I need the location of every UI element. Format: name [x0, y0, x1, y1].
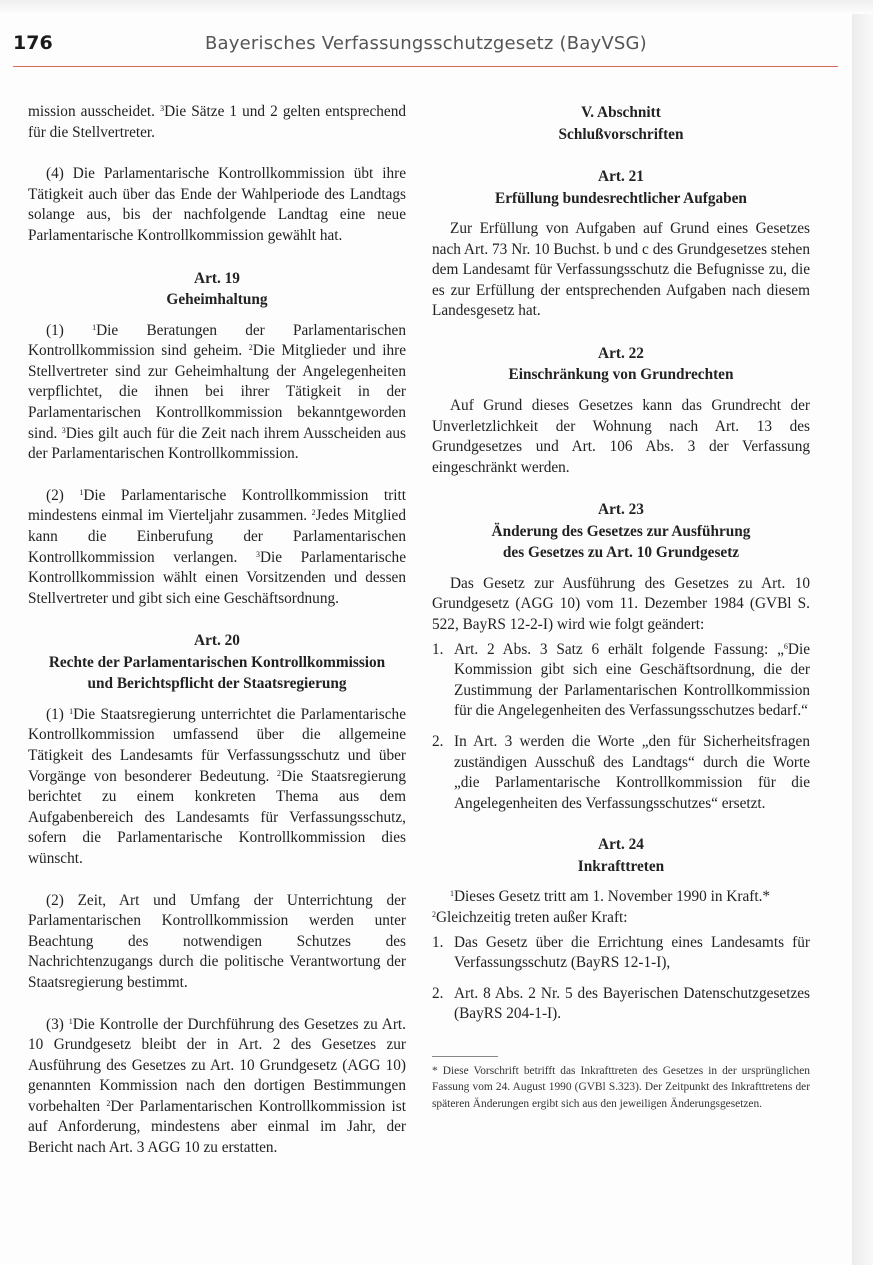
art21-title: Erfüllung bundesrechtlicher Aufgaben [495, 189, 747, 207]
section-subtitle: Schlußvorschriften [558, 125, 684, 143]
page-number: 176 [13, 32, 53, 54]
list-item: 1. Das Gesetz über die Errichtung eines Landesamts für Verfassungsschutz (BayRS 12-1-I), [432, 933, 810, 972]
art23-intro: Das Gesetz zur Ausführung des Gesetzes zu Art. 10 Grundgesetz (AGG 10) vom 11. Dezember 1984 (GVBl S. 522, BayRS 12-2-I) wird wie folgt geändert: [432, 574, 810, 634]
art19-title: Geheimhaltung [166, 291, 268, 309]
header-rule [13, 66, 838, 67]
page-top-shadow [0, 0, 873, 14]
art19-number: Art. 19 [194, 269, 240, 287]
footnote-rule [432, 1056, 498, 1057]
list-item: 1. Art. 2 Abs. 3 Satz 6 erhält folgende Fassung: „$^6$Die Kommission gibt sich eine Geschäftsordnung, die der Zustimmung der Parlamentarischen Kontrollkommission für die Angelegenheiten des Verfassungsschutzes bedarf.“ [432, 640, 810, 720]
art23-title-line2: des Gesetzes zu Art. 10 Grundgesetz [502, 544, 740, 562]
art22-text: Auf Grund dieses Gesetzes kann das Grundrecht der Unverletzlichkeit der Wohnung nach Art. 13 des Grundgesetzes und Art. 106 Abs. 3 der Verfassung eingeschränkt werden. [432, 396, 810, 476]
art24-number: Art. 24 [598, 836, 644, 854]
left-column [28, 102, 406, 1159]
section-title: V. Abschnitt [581, 104, 661, 121]
paragraph-continuation: mission ausscheidet. $^3$Die Sätze 1 und 2 gelten entsprechend für die Stellvertreter. [28, 103, 406, 141]
list-item: 2. Art. 8 Abs. 2 Nr. 5 des Bayerischen Datenschutzgesetzes (BayRS 204-1-I). [432, 984, 810, 1023]
art20-paragraph-1: (1) $^1$Die Staatsregierung unterrichtet die Parlamentarische Kontrollkommission umfassend über die allgemeine Tätigkeit des Landesamts für Verfassungsschutz und über Vorgänge von besonderer Bedeutung. $^2$Die Staatsregierung berichtet zu einem konkreten Thema aus dem Aufgabenbereich des Landesamts für Verfassungsschutz, sofern die Parlamentarische Kontrollkommission dies wünscht. [28, 705, 406, 867]
right-column [432, 102, 810, 1112]
art19-paragraph-2: (2) $^1$Die Parlamentarische Kontrollkommission tritt mindestens einmal im Vierteljahr zusammen. $^2$Jedes Mitglied kann die Einberufung der Parlamentarischen Kontrollkommission verlangen. $^3$Die Parlamentarische Kontrollkommission wählt einen Vorsitzenden und dessen Stellvertreter und gibt sich eine Geschäftsordnung. [28, 486, 406, 607]
paragraph-4: (4) Die Parlamentarische Kontrollkommission übt ihre Tätigkeit auch über das Ende der Wahlperiode des Landtags solange aus, bis der nachfolgende Landtag eine neue Parlamentarische Kontrollkommission gewählt hat. [28, 165, 406, 244]
list-item: 2. In Art. 3 werden die Worte „den für Sicherheitsfragen zuständigen Ausschuß des Landtags“ durch die Worte „die Parlamentarische Kontrollkommission für die Angelegenheiten des Verfassungsschutzes“ ersetzt. [432, 733, 810, 812]
art23-list [432, 640, 810, 815]
art24-title: Inkrafttreten [577, 857, 665, 875]
art21-text: Zur Erfüllung von Aufgaben auf Grund eines Gesetzes nach Art. 73 Nr. 10 Buchst. b und c des Grundgesetzes stehen dem Landesamt für Verfassungsschutz die Befugnisse zu, die es zur Erfüllung der entsprechenden Aufgaben nach diesem Landesgesetz hat. [432, 220, 810, 320]
art20-title-line2: und Berichtspflicht der Staatsregierung [87, 675, 347, 693]
art20-number: Art. 20 [194, 632, 240, 650]
running-title: Bayerisches Verfassungsschutzgesetz (BayVSG) [205, 33, 647, 54]
footnote: * Diese Vorschrift betrifft das Inkrafttreten des Gesetzes in der ursprünglichen Fassung vom 24. August 1990 (GVBl S.323). Der Zeitpunkt des Inkrafttretens der späteren Änderungen ergibt sich aus den jeweiligen Änderungsgesetzen. [432, 1064, 810, 1110]
art20-paragraph-2: (2) Zeit, Art und Umfang der Unterrichtung der Parlamentarischen Kontrollkommission werden unter Beachtung des notwendigen Schutzes des Nachrichtenzugangs durch die politische Verantwortung der Staatsregierung bestimmt. [28, 891, 406, 991]
art24-intro: $^1$Dieses Gesetz tritt am 1. November 1990 in Kraft.* $^2$Gleichzeitig treten außer Kraft: [432, 888, 771, 926]
art20-title-line1: Rechte der Parlamentarischen Kontrollkommission [48, 653, 386, 671]
art20-paragraph-3: (3) $^1$Die Kontrolle der Durchführung des Gesetzes zu Art. 10 Grundgesetz bleibt der in Art. 2 des Gesetzes zur Ausführung des Gesetzes zu Art. 10 Grundgesetz (AGG 10) genannten Kommission nach den dortigen Bestimmungen vorbehalten $^2$Der Parlamentarischen Kontrollkommission ist auf Anforderung, mindestens aber einmal im Jahr, der Bericht nach Art. 3 AGG 10 zu erstatten. [28, 1015, 407, 1157]
art19-paragraph-1: (1) $^1$Die Beratungen der Parlamentarischen Kontrollkommission sind geheim. $^2$Die Mitglieder und ihre Stellvertreter sind zur Geheimhaltung der Angelegenheiten verpflichtet, die ihnen bei ihrer Tätigkeit in der Parlamentarischen Kontrollkommission bekanntgeworden sind. $^3$Dies gilt auch für die Zeit nach ihrem Ausscheiden aus der Parlamentarischen Kontrollkommission. [28, 321, 406, 463]
art22-title: Einschränkung von Grundrechten [508, 366, 734, 384]
art22-number: Art. 22 [598, 344, 644, 362]
page-edge-shadow [852, 14, 873, 1265]
art23-number: Art. 23 [598, 501, 644, 519]
art24-list [432, 933, 810, 1025]
art21-number: Art. 21 [598, 168, 644, 185]
art23-title-line1: Änderung des Gesetzes zur Ausführung [491, 522, 751, 540]
